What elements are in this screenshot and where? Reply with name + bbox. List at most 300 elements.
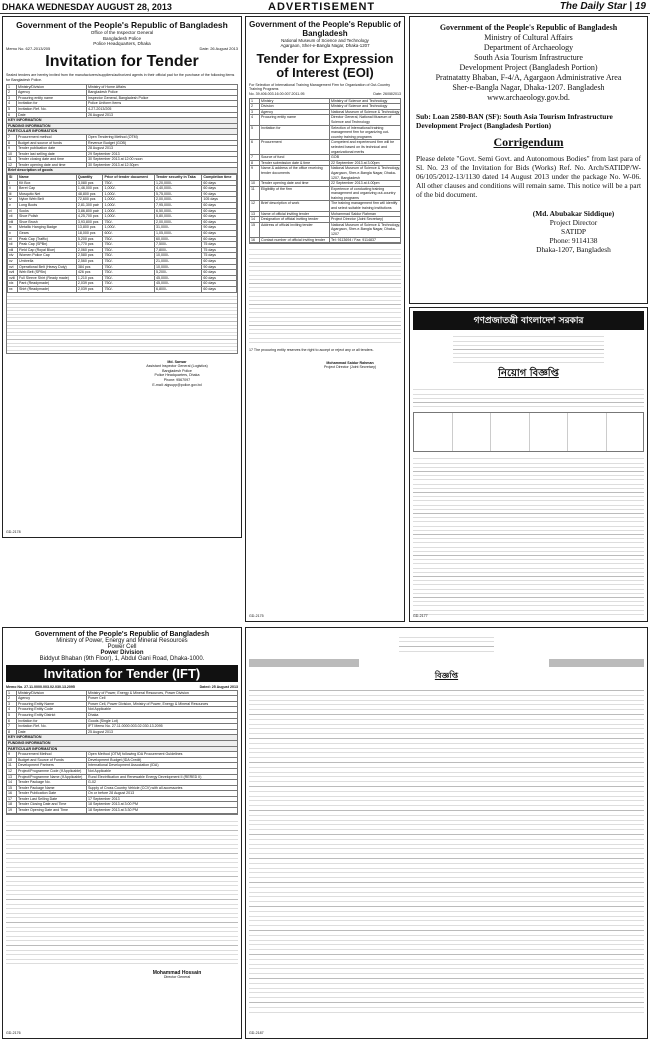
goods-cell: xiii — [8, 247, 18, 253]
ad2-office-0: National Museum of Science and Technology — [281, 38, 369, 43]
masthead-paper: The Daily Star | 19 — [559, 1, 646, 12]
row-value: Not Applicable — [88, 768, 111, 773]
row-value: 22 September 2013 at 3.00pm — [331, 160, 380, 165]
row-key: Tender Last Selling Date — [17, 797, 87, 802]
row-key: Tender submission date & time — [260, 161, 330, 166]
ad3-line-5: Pratnatatty Bhaban, F-4/A, Agargaon Administrative Area — [435, 73, 622, 82]
row-value: Ministry of Science and Technology — [331, 104, 388, 109]
ad-power-cell-ift — [2, 627, 242, 1039]
row-value: Ministry of Home Affairs — [88, 84, 126, 89]
goods-cell: 48,800 pcs — [76, 191, 103, 197]
ad4-conditions-text — [413, 455, 644, 615]
row-value: Director General, National Museum of Science and Technology — [331, 115, 392, 124]
ad3-sign-3: Dhaka-1207, Bangladesh — [536, 245, 611, 254]
row-number: 12 — [7, 163, 17, 168]
ad2-memo: No. 39.406.003.16.00.007.2011-95 — [249, 92, 305, 96]
row-key: Procurement — [260, 140, 330, 154]
goods-cell: 60 days — [202, 270, 237, 276]
goods-cell: 1,000/- — [103, 203, 155, 209]
row-number: 5 — [7, 107, 17, 112]
row-key: Tender Publication Date — [17, 791, 87, 796]
ad3-sign-1: SATIDP — [560, 227, 587, 236]
row-number: 4 — [250, 115, 260, 124]
goods-cell: 60 days — [202, 186, 237, 192]
ad1-date: Date: 26 August 2013 — [199, 45, 238, 51]
row-value: International Development Association (IDA) — [88, 763, 159, 768]
table-row — [250, 166, 400, 181]
goods-cell: 5,75,000/- — [154, 191, 201, 197]
goods-cell: 750/- — [103, 236, 155, 242]
row-value: Open Tendering Method (OTM) — [88, 134, 138, 139]
row-value: 28 August 2013 — [88, 146, 113, 151]
row-value: 4-27-2013/205 — [88, 106, 112, 111]
goods-cell: 90 days — [202, 225, 237, 231]
goods-cell: Metallic Hanging Badge — [18, 225, 77, 231]
row-value: Project Director (Joint Secretary) — [331, 217, 384, 222]
ad5-sign-name: Mohammad Hossain — [152, 969, 202, 976]
ad2-date: Date: 26/08/2013 — [373, 92, 401, 96]
goods-cell: 7,500/- — [154, 242, 201, 248]
row-value: National Museum of Science & Technology, Agargaon, Sher-e-Bangla Nagar, Dhaka-1207 — [331, 222, 400, 237]
goods-cell: xii — [8, 242, 18, 248]
row-value: Development Budget (IDA Credit) — [88, 757, 142, 762]
row-value: Competent and experienced firm will be selected based on its technical and organizational merits — [331, 140, 395, 154]
goods-cell: Shoe Polish — [18, 214, 77, 220]
row-value: Rural Electrification and Renewable Energy Development II (RERED II) — [88, 774, 202, 779]
row-key: Budget and Source of Funds — [17, 758, 87, 763]
goods-cell: 13,800 pcs — [76, 225, 103, 231]
ad3-sign-0: Project Director — [549, 218, 598, 227]
row-value: 29 September 2013 — [88, 151, 120, 156]
row-key: Budget and source of funds — [17, 141, 87, 146]
goods-cell: 1,210 pcs — [76, 275, 103, 281]
row-key: Tender publication date — [17, 146, 87, 151]
row-number: 14 — [7, 780, 17, 785]
row-key: Date — [17, 113, 87, 118]
goods-cell: xi — [8, 236, 18, 242]
ad6-header-text — [399, 633, 494, 655]
goods-cell: xix — [8, 281, 18, 287]
ad4-title: নিয়োগ বিজ্ঞপ্তি — [498, 368, 559, 379]
ad1-table — [6, 84, 238, 354]
goods-cell: Shoe Brush — [18, 219, 77, 225]
ad1-title: Invitation for Tender — [45, 53, 199, 71]
table-row — [250, 187, 400, 202]
row-key: Tender Package No. — [17, 780, 87, 785]
goods-cell: iii — [8, 191, 18, 197]
ad-corrigendum — [409, 16, 648, 304]
goods-cell: Mosquito Net — [18, 191, 77, 197]
goods-cell: 426 pcs — [76, 270, 103, 276]
ad4-gov: গণপ্রজাতন্ত্রী বাংলাদেশ সরকার — [413, 311, 644, 330]
ad1-goods-heading: Brief description of goods — [7, 168, 237, 174]
ad1-intro: Sealed tenders are hereby invited from the manufacturers/suppliers/authorized agents in their official pad for the purchase of the following items for Bangladesh Police. — [6, 73, 235, 82]
goods-cell: 60 days — [202, 258, 237, 264]
row-key: Procuring entity name — [17, 96, 87, 101]
ad1-sign-0: Assistant Inspector General (Logistics) — [146, 364, 208, 369]
row-number: 14 — [250, 217, 260, 222]
row-key: Invitation Ref. No. — [17, 724, 87, 729]
page-masthead — [0, 0, 650, 14]
row-value: Ministry of Power, Energy & Mineral Resources, Power Division — [88, 690, 189, 695]
ad2-table — [249, 98, 401, 245]
ad1-office-2: Police Headquarters, Dhaka — [93, 41, 151, 47]
row-value: Open Method (OTM) following IDA Procurement Guidelines — [88, 752, 183, 757]
goods-column-header: Completion time — [202, 175, 237, 181]
goods-cell: 7,95,000/- — [154, 203, 201, 209]
goods-cell: 2,580 pcs — [76, 253, 103, 259]
ad1-terms-text — [7, 293, 237, 353]
ad3-sign-name: (Md. Abubakar Siddique) — [532, 209, 615, 218]
goods-cell: Operational Belt (Heavy Duty) — [18, 264, 77, 270]
ad2-office-1: Agargaon, Sher-e-Bangla Nagar, Dhaka-1207 — [280, 43, 370, 49]
row-key: Name & address of the office receiving tender documents — [260, 166, 330, 180]
ad1-sign-2: Police Headquarters, Dhaka — [154, 373, 200, 378]
row-key: Ministry — [260, 99, 330, 104]
goods-cell: 60 days — [202, 281, 237, 287]
ad5-address: Biddyut Bhaban (9th Floor), 1, Abdul Gani Road, Dhaka-1000. — [39, 656, 205, 662]
ad1-gov: Government of the People's Republic of Bangladesh — [16, 20, 228, 30]
goods-cell: Long Boots — [18, 203, 77, 209]
row-value: Supply of Cross Country Vehicle (CCV) with all accessories — [88, 785, 183, 790]
row-number: 1 — [7, 691, 17, 696]
row-value: The training management firm will identify and select suitable training institutions — [331, 201, 398, 211]
row-value: Mohammad Saidur Rahman — [331, 211, 376, 216]
row-value: IFT Memo No. 27.11.0000.003.02.030.13.2095 — [88, 724, 163, 729]
goods-cell: 1,000/- — [103, 225, 155, 231]
goods-cell: 7,800/- — [154, 247, 201, 253]
ad1-code: GD-2178 — [6, 530, 21, 535]
row-key: Development Partners — [17, 763, 87, 768]
ad5-code: GD-2176 — [6, 1031, 21, 1036]
goods-cell: Shirt (Readymade) — [18, 286, 77, 292]
goods-column-header: Quantity — [76, 175, 103, 181]
row-value: GOB — [331, 155, 339, 160]
ad3-sign-2: Phone: 9114138 — [549, 236, 598, 245]
goods-cell: 1,770 pcs — [76, 242, 103, 248]
row-key: Procuring entity name — [260, 115, 330, 124]
goods-cell: 6,50,000/- — [154, 208, 201, 214]
goods-cell: 1,000/- — [103, 186, 155, 192]
goods-cell: 750/- — [103, 281, 155, 287]
ad2-eligibility-text — [249, 246, 401, 346]
goods-cell: 1,000/- — [103, 197, 155, 203]
goods-cell: vii — [8, 214, 18, 220]
goods-cell: xviii — [8, 275, 18, 281]
row-key: Contact number of official inviting tender — [260, 238, 330, 243]
ad5-title: Invitation for Tender (IFT) — [6, 665, 238, 682]
ad1-office-1: Bangladesh Police — [102, 35, 142, 41]
ad4-header-text — [453, 333, 604, 363]
row-key: Ministry/Division — [17, 85, 87, 90]
goods-row — [8, 286, 237, 292]
goods-cell: 10,000/- — [154, 264, 201, 270]
goods-cell: 750/- — [103, 219, 155, 225]
row-key: Date — [17, 730, 87, 735]
ad-police-tender — [2, 16, 242, 538]
ad1-sec-key: KEY INFORMATION — [7, 118, 237, 124]
goods-cell: 5,80,000/- — [154, 214, 201, 220]
goods-cell: 1,05,000/- — [154, 231, 201, 237]
ad5-date: Dated: 25 August 2013 — [199, 685, 238, 689]
goods-cell: 2,060 pcs — [76, 247, 103, 253]
goods-cell: 2,039 pcs — [76, 286, 103, 292]
masthead-section: ADVERTISEMENT — [268, 1, 376, 13]
goods-cell: 3,93,800 pcs — [76, 219, 103, 225]
ad3-line-1: Ministry of Cultural Affairs — [484, 33, 573, 42]
row-number: 12 — [7, 769, 17, 774]
goods-cell: 750/- — [103, 270, 155, 276]
row-number: 2 — [7, 90, 17, 95]
goods-cell: 60 days — [202, 180, 237, 186]
ad1-sec-part: PARTICULAR INFORMATION — [7, 129, 237, 135]
row-number: 8 — [7, 730, 17, 735]
goods-cell: 4,25,700 pcs — [76, 214, 103, 220]
goods-cell: 1,20,000/- — [154, 180, 201, 186]
row-number: 9 — [250, 166, 260, 180]
row-value: 25 August 2013 — [88, 729, 113, 734]
goods-cell: ix — [8, 225, 18, 231]
row-key: Procuring Entity District — [17, 713, 87, 718]
row-number: 13 — [250, 212, 260, 217]
goods-cell: Peak Cap (SPBn) — [18, 242, 77, 248]
row-number: 11 — [7, 157, 17, 162]
table-row — [7, 808, 237, 814]
goods-cell: Pant (Readymade) — [18, 281, 77, 287]
goods-column-header: Sl — [8, 175, 18, 181]
goods-cell: 72,600 pcs — [76, 197, 103, 203]
goods-cell: 90 days — [202, 191, 237, 197]
goods-cell: 750/- — [103, 258, 155, 264]
row-number: 7 — [7, 135, 17, 140]
goods-cell: Field Cap (Royal Blue) — [18, 247, 77, 253]
goods-cell: 750/- — [103, 253, 155, 259]
row-key: Designation of official inviting tender — [260, 217, 330, 222]
row-key: Ministry/Division — [17, 691, 87, 696]
goods-cell: 60 days — [202, 219, 237, 225]
ad1-memo: Memo No. 627-2013/205 — [6, 45, 51, 51]
row-number: 15 — [250, 223, 260, 237]
ad1-sign-1: Bangladesh Police — [162, 368, 192, 373]
ad2-gov: Government of the People's Republic of Bangladesh — [249, 20, 401, 38]
row-key: Name of official inviting tender — [260, 212, 330, 217]
goods-cell: 10,000/- — [154, 253, 201, 259]
row-number: 16 — [7, 791, 17, 796]
row-key: Project/Programme Name (If Applicable) — [17, 775, 87, 780]
row-number: 1 — [7, 85, 17, 90]
goods-cell: 2,560 pcs — [76, 258, 103, 264]
goods-cell: 1,000/- — [103, 208, 155, 214]
row-value: 26 August 2013 — [88, 112, 113, 117]
ad6-title: বিজ্ঞপ্তি — [434, 671, 459, 680]
row-number: 3 — [7, 96, 17, 101]
row-value: Dhaka — [88, 712, 99, 717]
goods-cell: 60,000/- — [154, 236, 201, 242]
ad3-title: Corrigendum — [493, 135, 564, 149]
ad1-sign-3: Phone: 9567097 — [163, 377, 191, 382]
row-key: Invitation Ref. No. — [17, 107, 87, 112]
goods-cell: i — [8, 180, 18, 186]
goods-cell: 60 days — [202, 236, 237, 242]
table-row — [250, 140, 400, 155]
row-number: 10 — [7, 152, 17, 157]
goods-cell: 45,000/- — [154, 281, 201, 287]
goods-cell: v — [8, 203, 18, 209]
ad6-memo-line — [249, 659, 644, 667]
row-key: Project/Programme Code (If Applicable) — [17, 769, 87, 774]
row-value: 30 September 2013 at 12:30pm — [88, 162, 139, 167]
ad5-table — [6, 690, 238, 815]
row-key: Brief description of work — [260, 201, 330, 210]
ad3-line-2: Department of Archaeology — [483, 43, 574, 52]
ad1-sec-fund: FUNDING INFORMATION — [7, 124, 237, 130]
goods-cell: xiv — [8, 253, 18, 259]
ad-bangla-recruitment — [409, 307, 648, 622]
row-number: 6 — [7, 719, 17, 724]
row-key: Tender Opening Date and Time — [17, 808, 87, 813]
row-value: Not Applicable — [88, 707, 111, 712]
row-value: Police Uniform Items — [88, 101, 122, 106]
ad3-line-7: www.archaeology.gov.bd. — [487, 93, 570, 102]
goods-cell: Socks — [18, 208, 77, 214]
ad3-line-0: Government of the People's Republic of Bangladesh — [439, 23, 618, 32]
ad6-code: GD-2187 — [249, 1031, 264, 1036]
goods-cell: 750/- — [103, 286, 155, 292]
ad5-sec-part: PARTICULAR INFORMATION — [7, 747, 237, 753]
goods-cell: 750/- — [103, 247, 155, 253]
row-key: Tender opening date and time — [260, 181, 330, 186]
ad5-ministry: Ministry of Power, Energy and Mineral Resources — [56, 638, 188, 644]
goods-cell: Gears — [18, 231, 77, 237]
row-number: 4 — [7, 101, 17, 106]
goods-cell: 75 days — [202, 253, 237, 259]
ad5-sec-key: KEY INFORMATION — [7, 735, 237, 741]
row-value: 22 September 2013 at 4.00pm — [331, 181, 380, 186]
goods-cell: 2,00,000/- — [154, 219, 201, 225]
goods-cell: 2,81,300 pair — [76, 203, 103, 209]
goods-cell: 5,200 pcs — [76, 236, 103, 242]
goods-cell: Full Sleeve Shirt (Ready made) — [18, 275, 77, 281]
goods-column-header: Price of tender document — [103, 175, 155, 181]
row-value: 18 September 2013 at 3:30 PM — [88, 808, 138, 813]
row-key: Source of fund — [260, 155, 330, 160]
row-key: Agency — [17, 90, 87, 95]
ad4-intro-text — [413, 386, 644, 410]
row-value: Revenue Budget (GOB) — [88, 140, 127, 145]
row-number: 3 — [250, 110, 260, 115]
row-value: National Museum of Science & Technology — [331, 109, 400, 114]
goods-cell: 1,46,000 pcs — [76, 186, 103, 192]
ad5-gov: Government of the People's Republic of Bangladesh — [34, 631, 210, 638]
goods-cell: Women Police Cap — [18, 253, 77, 259]
row-key: Tender Package Name — [17, 786, 87, 791]
ad5-cell: Power Cell — [107, 644, 137, 650]
goods-cell: Beret Cap — [18, 186, 77, 192]
row-number: 8 — [7, 141, 17, 146]
row-number: 5 — [250, 126, 260, 140]
goods-cell: 105 days — [202, 197, 237, 203]
row-key: Tender opening date and time — [17, 163, 87, 168]
ad6-body-text — [249, 686, 644, 1016]
row-number: 15 — [7, 786, 17, 791]
row-number: 17 — [7, 797, 17, 802]
goods-cell: 60 days — [202, 203, 237, 209]
ad3-sub: Sub: Loan 2580-BAN (SF): South Asia Tourism Infrastructure Development Project (Bangladesh Portion) — [416, 112, 613, 130]
row-key: Tender closing date and time — [17, 157, 87, 162]
table-row — [250, 223, 400, 238]
row-number: 7 — [7, 724, 17, 729]
goods-cell: xx — [8, 286, 18, 292]
goods-cell: 60 days — [202, 208, 237, 214]
row-key: Procuring Entity Name — [17, 702, 87, 707]
row-key: Tender Closing Date and Time — [17, 802, 87, 807]
row-number: 9 — [7, 752, 17, 757]
goods-cell: 6,800/- — [154, 286, 201, 292]
goods-cell: vi — [8, 208, 18, 214]
row-value: 18 September 2013 at 3:00 PM — [88, 802, 138, 807]
row-number: 5 — [7, 713, 17, 718]
ad-bangla-notice — [245, 627, 648, 1039]
row-key: Division — [260, 104, 330, 109]
row-number: 11 — [7, 763, 17, 768]
row-number: 7 — [250, 155, 260, 160]
ad5-sign-title: Director General — [163, 975, 191, 980]
goods-cell: 60 days — [202, 231, 237, 237]
goods-cell: 60 days — [202, 286, 237, 292]
ad5-sec-fund: FUNDING INFORMATION — [7, 741, 237, 747]
table-row — [250, 201, 400, 211]
ad2-sign-name: Mohammad Saidur Rahman — [326, 360, 374, 365]
goods-cell: 18,000 pcs — [76, 231, 103, 237]
ad4-post-table — [413, 412, 644, 452]
row-value: Goods (Single Lot) — [88, 718, 118, 723]
goods-cell: 21,000/- — [154, 258, 201, 264]
goods-cell: 60 days — [202, 275, 237, 281]
row-key: Invitation for — [260, 126, 330, 140]
row-number: 9 — [7, 146, 17, 151]
goods-cell: 60 days — [202, 214, 237, 220]
ad2-sub: For Selection of International Training Management Firm for Organization of Out-Country Training Programs — [249, 82, 391, 92]
ad2-sign-title: Project Director (Joint Secretary) — [323, 365, 377, 370]
goods-cell: 4,40,000/- — [154, 186, 201, 192]
goods-cell: 2,00,000/- — [154, 197, 201, 203]
ad1-office-0: Office of the Inspector General — [90, 30, 154, 35]
goods-cell: 1,000/- — [103, 191, 155, 197]
row-number: 2 — [7, 696, 17, 701]
goods-cell: 31,000/- — [154, 225, 201, 231]
goods-cell: 3,86,800 pair — [76, 208, 103, 214]
goods-cell: x — [8, 231, 18, 237]
ad2-code: GD-2175 — [249, 614, 264, 619]
table-row — [250, 126, 400, 141]
goods-cell: viii — [8, 219, 18, 225]
table-row — [250, 115, 400, 125]
masthead-date: DHAKA WEDNESDAY AUGUST 28, 2013 — [2, 2, 172, 12]
ad3-line-4: Development Project (Bangladesh Portion) — [459, 63, 598, 72]
row-value: Power Cell — [88, 696, 106, 701]
ad5-division: Power Division — [100, 650, 144, 656]
goods-cell: 1,000/- — [103, 214, 155, 220]
goods-cell: 90 days — [202, 264, 237, 270]
row-value: On or before 28 August 2013 — [88, 791, 135, 796]
row-key: Procurement Method — [17, 752, 87, 757]
row-key: Invitation for — [17, 101, 87, 106]
row-number: 18 — [7, 802, 17, 807]
row-number: 11 — [250, 187, 260, 201]
ad3-body: Please delete "Govt. Semi Govt. and Autonomous Bodies" from last para of Sl. No. 23 of the Invitation for Bids (Works) Ref. No. Arch/SATIDP/W-06/105/2012-13/1130 dated 14 August 2013 under the package No. W-06. All other clauses and conditions will remain same. This notice will be a part of the bid document. — [416, 154, 641, 199]
row-value: National Museum of Science & Technology, Agargaon, Sher-e-Bangla Nagar, Dhaka-1207, Bangladesh — [331, 166, 400, 180]
goods-cell: Web Belt (SPBn) — [18, 270, 77, 276]
